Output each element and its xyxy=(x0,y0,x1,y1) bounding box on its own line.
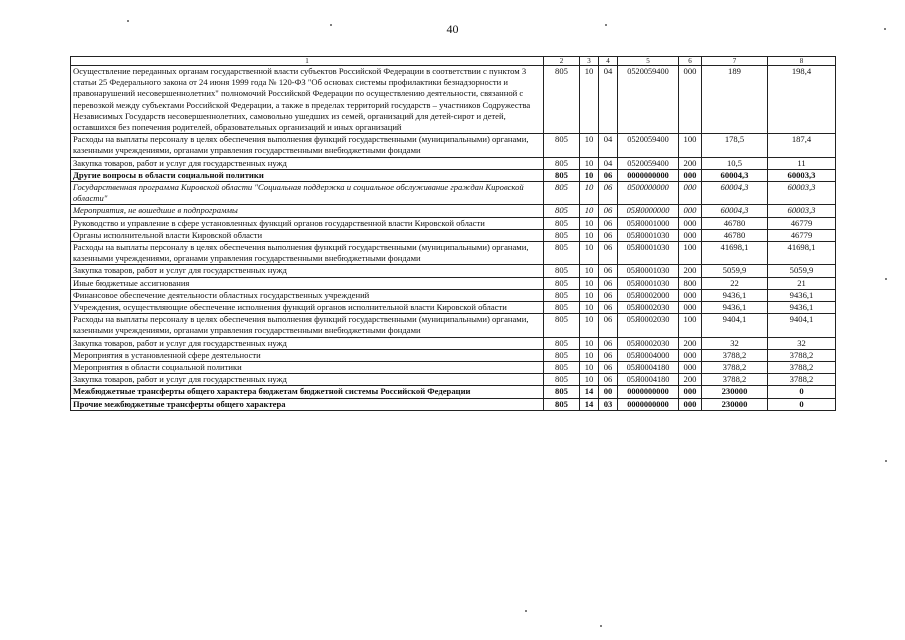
amount-year-2: 187,4 xyxy=(768,134,836,157)
table-row xyxy=(71,157,836,169)
amount-year-1: 3788,2 xyxy=(702,362,768,374)
amount-year-2: 9436,1 xyxy=(768,302,836,314)
section-code: 10 xyxy=(580,205,599,217)
target-article-code: 05Я0004180 xyxy=(618,362,679,374)
subsection-code: 06 xyxy=(599,314,618,337)
subsection-code: 06 xyxy=(599,182,618,205)
table-row xyxy=(71,314,836,337)
page-number: 40 xyxy=(446,22,459,36)
row-name: Осуществление переданных органам государственной власти субъектов Российской Федерации в соответствии с пунктом 3 статьи 25 Федерального закона от 24 июня 1999 года № 120-ФЗ "Об основах системы профилактики безнадзорности и правонарушений несовершеннолетних" полномочий Российской Федерации по осуществлению деятельности, связанной с перевозкой между субъектами Российской Федерации, а также в пределах территорий государств – участников Содружества Независимых Государств несовершеннолетних, самовольно ушедших из семей, организаций для детей-сирот и детей, оставшихся без попечения родителей, образовательных организаций и иных организаций xyxy=(71,66,544,134)
section-code: 10 xyxy=(580,337,599,349)
row-name: Учреждения, осуществляющие обеспечение исполнения функций органов исполнительной власти Кировской области xyxy=(71,302,544,314)
table-row xyxy=(71,182,836,205)
ministry-code: 805 xyxy=(544,386,580,398)
amount-year-1: 22 xyxy=(702,277,768,289)
section-code: 10 xyxy=(580,362,599,374)
table-row xyxy=(71,66,836,134)
target-article-code: 05Я0001030 xyxy=(618,229,679,241)
row-name: Расходы на выплаты персоналу в целях обеспечения выполнения функций государственными (муниципальными) органами, казенными учреждениями, органами управления государственными внебюджетными фондами xyxy=(71,134,544,157)
ministry-code: 805 xyxy=(544,134,580,157)
ministry-code: 805 xyxy=(544,157,580,169)
ministry-code: 805 xyxy=(544,374,580,386)
amount-year-1: 60004,3 xyxy=(702,182,768,205)
scan-speck xyxy=(884,28,886,30)
row-name: Расходы на выплаты персоналу в целях обеспечения выполнения функций государственными (муниципальными) органами, казенными учреждениями, органами управления государственными внебюджетными фондами xyxy=(71,314,544,337)
target-article-code: 05Я0001030 xyxy=(618,265,679,277)
amount-year-1: 9436,1 xyxy=(702,302,768,314)
amount-year-2: 46779 xyxy=(768,229,836,241)
amount-year-1: 3788,2 xyxy=(702,349,768,361)
target-article-code: 05Я0004180 xyxy=(618,374,679,386)
subsection-code: 04 xyxy=(599,134,618,157)
target-article-code: 0000000000 xyxy=(618,398,679,410)
subsection-code: 00 xyxy=(599,386,618,398)
row-name: Органы исполнительной власти Кировской области xyxy=(71,229,544,241)
amount-year-1: 41698,1 xyxy=(702,242,768,265)
amount-year-2: 0 xyxy=(768,386,836,398)
amount-year-1: 5059,9 xyxy=(702,265,768,277)
ministry-code: 805 xyxy=(544,277,580,289)
table-row xyxy=(71,289,836,301)
table-row xyxy=(71,362,836,374)
expense-type-code: 000 xyxy=(679,169,702,181)
scan-speck xyxy=(885,278,887,280)
ministry-code: 805 xyxy=(544,314,580,337)
amount-year-2: 11 xyxy=(768,157,836,169)
column-number: 3 xyxy=(580,57,599,66)
amount-year-2: 46779 xyxy=(768,217,836,229)
ministry-code: 805 xyxy=(544,66,580,134)
expense-type-code: 200 xyxy=(679,265,702,277)
target-article-code: 0520059400 xyxy=(618,134,679,157)
subsection-code: 06 xyxy=(599,265,618,277)
target-article-code: 05Я0004000 xyxy=(618,349,679,361)
ministry-code: 805 xyxy=(544,337,580,349)
row-name: Межбюджетные трансферты общего характера бюджетам бюджетной системы Российской Федерации xyxy=(71,386,544,398)
amount-year-2: 198,4 xyxy=(768,66,836,134)
section-code: 10 xyxy=(580,66,599,134)
expense-type-code: 000 xyxy=(679,362,702,374)
amount-year-2: 9404,1 xyxy=(768,314,836,337)
amount-year-2: 9436,1 xyxy=(768,289,836,301)
target-article-code: 05Я0002000 xyxy=(618,289,679,301)
amount-year-1: 230000 xyxy=(702,386,768,398)
subsection-code: 06 xyxy=(599,277,618,289)
column-number: 8 xyxy=(768,57,836,66)
ministry-code: 805 xyxy=(544,362,580,374)
expense-type-code: 100 xyxy=(679,134,702,157)
section-code: 10 xyxy=(580,349,599,361)
expense-type-code: 000 xyxy=(679,398,702,410)
target-article-code: 05Я0002030 xyxy=(618,337,679,349)
section-code: 10 xyxy=(580,277,599,289)
target-article-code: 05Я0002030 xyxy=(618,302,679,314)
amount-year-1: 32 xyxy=(702,337,768,349)
row-name: Иные бюджетные ассигнования xyxy=(71,277,544,289)
ministry-code: 805 xyxy=(544,229,580,241)
budget-table xyxy=(70,56,836,411)
target-article-code: 05Я0001030 xyxy=(618,242,679,265)
ministry-code: 805 xyxy=(544,182,580,205)
expense-type-code: 000 xyxy=(679,349,702,361)
subsection-code: 06 xyxy=(599,229,618,241)
row-name: Закупка товаров, работ и услуг для государственных нужд xyxy=(71,374,544,386)
column-number-row xyxy=(71,57,836,66)
table-row xyxy=(71,265,836,277)
section-code: 10 xyxy=(580,134,599,157)
expense-type-code: 200 xyxy=(679,337,702,349)
scan-speck xyxy=(605,24,607,26)
target-article-code: 05Я0001000 xyxy=(618,217,679,229)
expense-type-code: 000 xyxy=(679,229,702,241)
subsection-code: 03 xyxy=(599,398,618,410)
column-number: 7 xyxy=(702,57,768,66)
subsection-code: 04 xyxy=(599,157,618,169)
subsection-code: 06 xyxy=(599,289,618,301)
table-row xyxy=(71,277,836,289)
row-name: Мероприятия в области социальной политики xyxy=(71,362,544,374)
column-number: 6 xyxy=(679,57,702,66)
table-row xyxy=(71,134,836,157)
target-article-code: 05Я0000000 xyxy=(618,205,679,217)
subsection-code: 06 xyxy=(599,337,618,349)
row-name: Закупка товаров, работ и услуг для государственных нужд xyxy=(71,157,544,169)
ministry-code: 805 xyxy=(544,398,580,410)
amount-year-2: 0 xyxy=(768,398,836,410)
amount-year-1: 178,5 xyxy=(702,134,768,157)
scan-speck xyxy=(600,625,602,627)
amount-year-2: 32 xyxy=(768,337,836,349)
subsection-code: 06 xyxy=(599,374,618,386)
row-name: Расходы на выплаты персоналу в целях обеспечения выполнения функций государственными (муниципальными) органами, казенными учреждениями, органами управления государственными внебюджетными фондами xyxy=(71,242,544,265)
amount-year-1: 230000 xyxy=(702,398,768,410)
subsection-code: 06 xyxy=(599,362,618,374)
expense-type-code: 200 xyxy=(679,157,702,169)
table-row xyxy=(71,398,836,410)
table-row xyxy=(71,386,836,398)
expense-type-code: 200 xyxy=(679,374,702,386)
subsection-code: 06 xyxy=(599,349,618,361)
section-code: 10 xyxy=(580,169,599,181)
target-article-code: 05Я0001030 xyxy=(618,277,679,289)
amount-year-2: 3788,2 xyxy=(768,349,836,361)
subsection-code: 06 xyxy=(599,169,618,181)
row-name: Прочие межбюджетные трансферты общего характера xyxy=(71,398,544,410)
ministry-code: 805 xyxy=(544,289,580,301)
section-code: 10 xyxy=(580,374,599,386)
column-number: 2 xyxy=(544,57,580,66)
scan-speck xyxy=(127,20,129,22)
amount-year-2: 60003,3 xyxy=(768,182,836,205)
target-article-code: 0000000000 xyxy=(618,386,679,398)
subsection-code: 06 xyxy=(599,217,618,229)
ministry-code: 805 xyxy=(544,265,580,277)
section-code: 10 xyxy=(580,289,599,301)
expense-type-code: 100 xyxy=(679,314,702,337)
subsection-code: 06 xyxy=(599,205,618,217)
table-row xyxy=(71,349,836,361)
amount-year-1: 9404,1 xyxy=(702,314,768,337)
ministry-code: 805 xyxy=(544,169,580,181)
amount-year-2: 3788,2 xyxy=(768,374,836,386)
row-name: Финансовое обеспечение деятельности областных государственных учреждений xyxy=(71,289,544,301)
row-name: Закупка товаров, работ и услуг для государственных нужд xyxy=(71,337,544,349)
column-number: 4 xyxy=(599,57,618,66)
amount-year-1: 60004,3 xyxy=(702,205,768,217)
ministry-code: 805 xyxy=(544,302,580,314)
table-row xyxy=(71,242,836,265)
target-article-code: 0000000000 xyxy=(618,169,679,181)
section-code: 14 xyxy=(580,398,599,410)
scan-speck xyxy=(885,460,887,462)
expense-type-code: 000 xyxy=(679,217,702,229)
expense-type-code: 000 xyxy=(679,302,702,314)
amount-year-1: 9436,1 xyxy=(702,289,768,301)
section-code: 10 xyxy=(580,302,599,314)
row-name: Другие вопросы в области социальной политики xyxy=(71,169,544,181)
table-row xyxy=(71,337,836,349)
target-article-code: 0500000000 xyxy=(618,182,679,205)
scan-speck xyxy=(525,610,527,612)
amount-year-2: 41698,1 xyxy=(768,242,836,265)
ministry-code: 805 xyxy=(544,242,580,265)
expense-type-code: 000 xyxy=(679,205,702,217)
amount-year-1: 3788,2 xyxy=(702,374,768,386)
row-name: Мероприятия, не вошедшие в подпрограммы xyxy=(71,205,544,217)
target-article-code: 0520059400 xyxy=(618,66,679,134)
expense-type-code: 000 xyxy=(679,289,702,301)
table-row xyxy=(71,374,836,386)
column-number: 1 xyxy=(71,57,544,66)
amount-year-2: 21 xyxy=(768,277,836,289)
expense-type-code: 800 xyxy=(679,277,702,289)
expense-type-code: 100 xyxy=(679,242,702,265)
amount-year-1: 60004,3 xyxy=(702,169,768,181)
section-code: 10 xyxy=(580,314,599,337)
amount-year-1: 10,5 xyxy=(702,157,768,169)
scan-speck xyxy=(330,24,332,26)
column-number: 5 xyxy=(618,57,679,66)
row-name: Закупка товаров, работ и услуг для государственных нужд xyxy=(71,265,544,277)
ministry-code: 805 xyxy=(544,349,580,361)
amount-year-1: 46780 xyxy=(702,217,768,229)
expense-type-code: 000 xyxy=(679,66,702,134)
row-name: Государственная программа Кировской области "Социальная поддержка и социальное обслуживание граждан Кировской области" xyxy=(71,182,544,205)
row-name: Мероприятия в установленной сфере деятельности xyxy=(71,349,544,361)
table-row xyxy=(71,302,836,314)
section-code: 10 xyxy=(580,242,599,265)
subsection-code: 06 xyxy=(599,242,618,265)
section-code: 10 xyxy=(580,265,599,277)
table-row xyxy=(71,169,836,181)
table-row xyxy=(71,229,836,241)
section-code: 10 xyxy=(580,229,599,241)
expense-type-code: 000 xyxy=(679,182,702,205)
amount-year-1: 46780 xyxy=(702,229,768,241)
ministry-code: 805 xyxy=(544,217,580,229)
section-code: 10 xyxy=(580,157,599,169)
section-code: 10 xyxy=(580,217,599,229)
section-code: 10 xyxy=(580,182,599,205)
amount-year-2: 3788,2 xyxy=(768,362,836,374)
ministry-code: 805 xyxy=(544,205,580,217)
target-article-code: 0520059400 xyxy=(618,157,679,169)
row-name: Руководство и управление в сфере установленных функций органов государственной власти Кировской области xyxy=(71,217,544,229)
subsection-code: 06 xyxy=(599,302,618,314)
amount-year-2: 5059,9 xyxy=(768,265,836,277)
amount-year-2: 60003,3 xyxy=(768,169,836,181)
amount-year-2: 60003,3 xyxy=(768,205,836,217)
amount-year-1: 189 xyxy=(702,66,768,134)
subsection-code: 04 xyxy=(599,66,618,134)
table-row xyxy=(71,205,836,217)
expense-type-code: 000 xyxy=(679,386,702,398)
target-article-code: 05Я0002030 xyxy=(618,314,679,337)
section-code: 14 xyxy=(580,386,599,398)
table-row xyxy=(71,217,836,229)
